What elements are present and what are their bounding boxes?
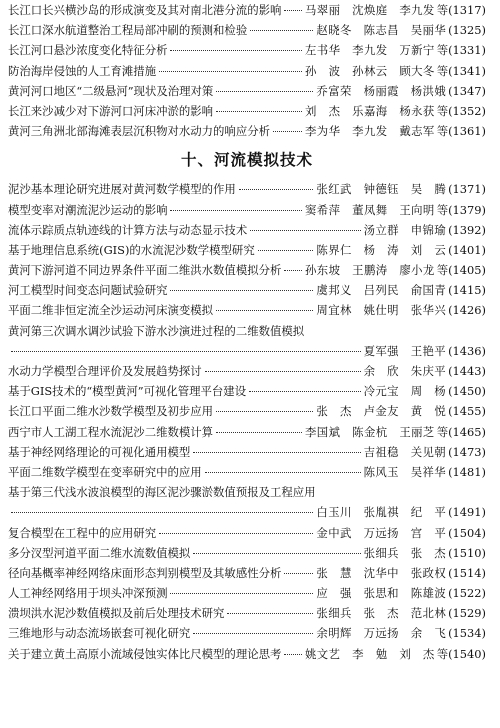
toc-entry: [8, 321, 486, 361]
entry-title: 基于第三代浅水波浪模型的海区泥沙骤淤数值预报及工程应用: [8, 485, 316, 500]
section-heading: 十、河流模拟技术: [180, 150, 313, 170]
toc-entry: [8, 381, 486, 401]
toc-line: [8, 81, 486, 101]
entry-authors: 窦希萍 董凤舞 王向明: [305, 202, 435, 217]
toc-author-line: [8, 341, 486, 361]
entry-authors: 冷元宝 周 杨: [363, 384, 447, 399]
entry-page: 等(1317): [436, 3, 486, 17]
entry-authors: 刘 杰 乐嘉海 杨永获: [305, 103, 435, 118]
leader-dots: [170, 210, 302, 211]
toc-entry: [8, 603, 486, 623]
leader-dots: [11, 351, 361, 352]
leader-dots: [250, 30, 313, 31]
entry-page: (1401): [448, 242, 486, 257]
entry-page: (1371): [448, 182, 486, 197]
toc-line: [8, 260, 486, 280]
entries-before-section: [8, 0, 486, 141]
entry-title: 长江来沙减少对下游河口河床冲淤的影响: [8, 103, 214, 118]
entry-title: 黄河第三次调水调沙试验下游水沙演进过程的二维数值模拟: [8, 323, 305, 338]
toc-entry: [8, 523, 486, 543]
entry-title: 平面二维数学模型在变率研究中的应用: [8, 464, 202, 479]
entry-authors: 赵晓冬 陈志昌 吴丽华: [316, 23, 447, 38]
toc-entry: [8, 644, 486, 664]
toc-entry: [8, 280, 486, 300]
entry-title: 防治海岸侵蚀的人工育滩措施: [8, 63, 157, 78]
entry-authors: 李国斌 陈金杭 王丽芝: [305, 424, 435, 439]
toc-line: [8, 240, 486, 260]
entries-section-ten: [8, 179, 486, 664]
entry-page: (1534): [448, 626, 486, 641]
leader-dots: [170, 593, 313, 594]
toc-entry: [8, 81, 486, 101]
entry-authors: 余 欣 朱庆平: [363, 364, 447, 378]
toc-line: [8, 101, 486, 121]
leader-dots: [250, 230, 360, 231]
toc-entry: [8, 401, 486, 421]
entry-title: 溃坝洪水泥沙数值模拟及前后处理技术研究: [8, 606, 225, 621]
toc-line: [8, 401, 486, 421]
leader-dots: [284, 573, 313, 574]
toc-author-line: [8, 502, 486, 522]
toc-entry: [8, 101, 486, 121]
toc-entry: [8, 583, 486, 603]
entry-authors: 张 慧 沈华中 张政权: [316, 565, 447, 580]
toc-entry: [8, 563, 486, 583]
entry-authors: 张细兵 张 杰: [363, 545, 447, 560]
toc-line: [8, 381, 486, 401]
toc-line: [8, 179, 486, 199]
entry-title: 径向基概率神经网络床面形态判别模型及其敏感性分析: [8, 565, 282, 580]
entry-page: (1392): [448, 222, 486, 237]
toc-line: [8, 0, 486, 20]
entry-title: 三维地形与动态流场嵌套可视化研究: [8, 626, 191, 641]
leader-dots: [205, 472, 361, 473]
entry-authors: 孙 波 孙林云 顾大冬: [305, 63, 435, 78]
entry-authors: 吉祖稳 关见朝: [363, 444, 447, 459]
entry-page: 等(1341): [436, 63, 486, 78]
entry-authors: 夏军强 王艳平: [363, 343, 447, 358]
entry-authors: 李为华 李九发 戴志军: [305, 124, 435, 139]
entry-page: (1529): [448, 606, 486, 621]
toc-entry: [8, 0, 486, 20]
toc-line: [8, 442, 486, 462]
toc-title-line: [8, 482, 486, 502]
toc-title-line: [8, 321, 486, 341]
entry-authors: 虞邦义 吕列民 俞国青: [316, 283, 447, 298]
toc-entry: [8, 623, 486, 643]
entry-authors: 马翠丽 沈焕庭 李九发: [305, 3, 435, 17]
toc-line: [8, 623, 486, 643]
toc-line: [8, 543, 486, 563]
entry-authors: 张 杰 卢金友 黄 悦: [316, 404, 447, 419]
entry-page: 等(1361): [436, 124, 486, 139]
toc-entry: [8, 260, 486, 280]
toc-entry: [8, 61, 486, 81]
entry-title: 关于建立黄土高原小流域侵蚀实体比尺模型的理论思考: [8, 646, 282, 661]
entry-page: (1347): [448, 83, 486, 98]
entry-page: (1415): [448, 283, 486, 298]
entry-title: 黄河河口地区“二级悬河”现状及治理对策: [8, 83, 214, 98]
entry-page: 等(1331): [436, 43, 486, 58]
toc-line: [8, 361, 486, 381]
entry-authors: 孙东坡 王鹏涛 廖小龙: [305, 263, 435, 278]
toc-entry: [8, 442, 486, 462]
entry-title: 复合模型在工程中的应用研究: [8, 525, 157, 540]
entry-page: 等(1540): [436, 646, 486, 661]
toc-entry: [8, 300, 486, 320]
toc-line: [8, 220, 486, 240]
toc-line: [8, 121, 486, 141]
leader-dots: [216, 310, 313, 311]
leader-dots: [258, 250, 314, 251]
entry-page: (1450): [448, 384, 486, 399]
toc-line: [8, 603, 486, 623]
entry-page: 等(1405): [436, 263, 486, 278]
entry-authors: 陈界仁 杨 涛 刘 云: [316, 242, 447, 257]
entry-authors: 余明辉 万远扬 余 飞: [316, 626, 447, 641]
entry-authors: 左书华 李九发 万新宁: [305, 43, 435, 58]
toc-entry: [8, 543, 486, 563]
entry-page: (1436): [448, 343, 486, 358]
leader-dots: [284, 10, 302, 11]
entry-page: (1522): [448, 586, 486, 601]
entry-page: (1443): [448, 364, 486, 378]
entry-page: (1481): [448, 464, 486, 479]
leader-dots: [170, 290, 313, 291]
entry-page: (1325): [448, 23, 486, 38]
entry-authors: 张细兵 张 杰 范北林: [316, 606, 447, 621]
toc-entry: [8, 200, 486, 220]
toc-line: [8, 40, 486, 60]
entry-authors: 白玉川 张胤祺 纪 平: [316, 505, 447, 520]
entry-authors: 应 强 张思和 陈雄波: [316, 586, 447, 601]
toc-line: [8, 644, 486, 664]
leader-dots: [273, 131, 302, 132]
entry-title: 人工神经网络用于坝头冲深预测: [8, 586, 168, 601]
entry-page: (1504): [448, 525, 486, 540]
toc-line: [8, 523, 486, 543]
leader-dots: [11, 512, 313, 513]
entry-title: 水动力学模型合理评价及发展趋势探讨: [8, 364, 202, 378]
toc-entry: [8, 240, 486, 260]
toc-entry: [8, 482, 486, 522]
entry-title: 长江河口悬沙浓度变化特征分析: [8, 43, 168, 58]
leader-dots: [284, 654, 302, 655]
entry-page: 等(1465): [436, 424, 486, 439]
entry-title: 长江口深水航道整治工程局部冲刷的预测和检验: [8, 23, 248, 38]
entry-page: (1491): [448, 505, 486, 520]
entry-page: (1473): [448, 444, 486, 459]
toc-line: [8, 61, 486, 81]
leader-dots: [216, 111, 302, 112]
leader-dots: [249, 391, 360, 392]
toc-entry: [8, 422, 486, 442]
toc-entry: [8, 121, 486, 141]
entry-title: 黄河下游河道不同边界条件平面二维洪水数值模拟分析: [8, 263, 282, 278]
entry-page: (1455): [448, 404, 486, 419]
toc-entry: [8, 462, 486, 482]
entry-authors: 周宜林 姚仕明 张华兴: [316, 303, 447, 318]
toc-entry: [8, 40, 486, 60]
toc-entry: [8, 20, 486, 40]
entry-authors: 陈风玉 吴祥华: [363, 464, 447, 479]
entry-title: 黄河三角洲北部海滩表层沉积物对水动力的响应分析: [8, 124, 270, 139]
leader-dots: [205, 371, 361, 372]
entry-page: (1514): [448, 565, 486, 580]
leader-dots: [216, 411, 313, 412]
toc-entry: [8, 220, 486, 240]
leader-dots: [193, 633, 313, 634]
entry-title: 长江口平面二维水沙数学模型及初步应用: [8, 404, 214, 419]
entry-title: 长江口长兴横沙岛的形成演变及其对南北港分流的影响: [8, 3, 282, 17]
toc-line: [8, 20, 486, 40]
entry-authors: 乔富荣 杨丽霞 杨洪娥: [316, 83, 447, 98]
entry-page: 等(1379): [436, 202, 486, 217]
leader-dots: [216, 432, 302, 433]
leader-dots: [159, 533, 313, 534]
entry-title: 基于地理信息系统(GIS)的水流泥沙数学模型研究: [8, 242, 255, 257]
entry-title: 流体示踪质点轨迹线的计算方法与动态显示技术: [8, 222, 248, 237]
leader-dots: [284, 270, 302, 271]
toc-entry: [8, 361, 486, 381]
leader-dots: [159, 71, 302, 72]
entry-authors: 姚文艺 李 勉 刘 杰: [305, 646, 435, 661]
entry-page: 等(1352): [436, 103, 486, 118]
toc-line: [8, 300, 486, 320]
entry-authors: 汤立群 申锦瑜: [363, 222, 447, 237]
toc-line: [8, 200, 486, 220]
entry-title: 多分汊型河道平面二维水流数值模拟: [8, 545, 191, 560]
leader-dots: [193, 553, 360, 554]
toc-line: [8, 563, 486, 583]
toc-line: [8, 462, 486, 482]
toc-entry: [8, 179, 486, 199]
entry-title: 泥沙基本理论研究进展对黄河数学模型的作用: [8, 182, 236, 197]
entry-title: 基于神经网络理论的可视化通用模型: [8, 444, 191, 459]
leader-dots: [239, 189, 314, 190]
leader-dots: [170, 50, 302, 51]
toc-line: [8, 280, 486, 300]
leader-dots: [216, 91, 313, 92]
entry-page: (1426): [448, 303, 486, 318]
leader-dots: [193, 452, 360, 453]
entry-title: 模型变率对潮流泥沙运动的影响: [8, 202, 168, 217]
entry-page: (1510): [448, 545, 486, 560]
entry-title: 西宁市人工湖工程水流泥沙二维数模计算: [8, 424, 214, 439]
entry-title: 平面二维非恒定流全沙运动河床演变模拟: [8, 303, 214, 318]
entry-title: 基于GIS技术的“模型黄河”可视化管理平台建设: [8, 384, 247, 399]
toc-line: [8, 422, 486, 442]
leader-dots: [227, 613, 313, 614]
entry-authors: 金中武 万远扬 宫 平: [316, 525, 447, 540]
entry-authors: 张红武 钟德钰 吴 腾: [316, 182, 447, 197]
entry-title: 河工模型时间变态问题试验研究: [8, 283, 168, 298]
toc-line: [8, 583, 486, 603]
